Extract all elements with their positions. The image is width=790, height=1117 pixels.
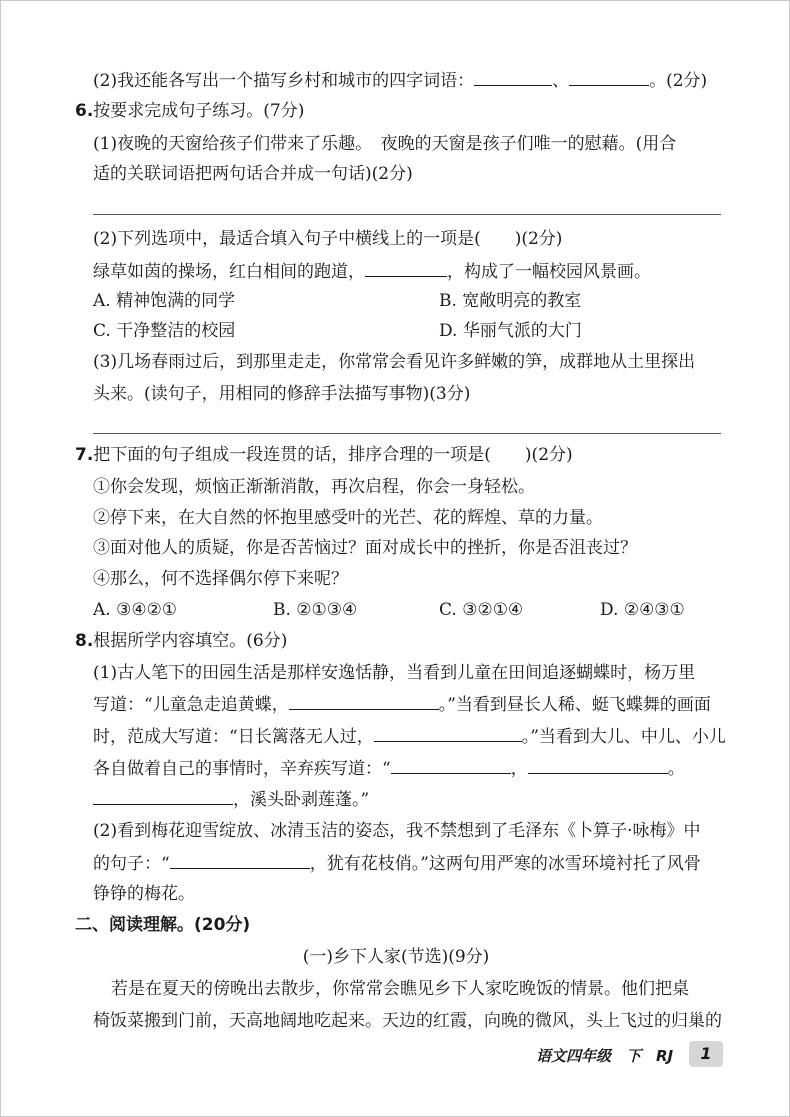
q8-line-4-period: 。 [667,759,685,779]
q8-line-7 [93,852,701,875]
q6-sub2-text-a: 绿草如茵的操场，红白相间的跑道， [93,262,365,282]
q6-title: 按要求完成句子练习。(7分) [93,101,305,121]
q7-number: 7. [75,445,94,465]
q7-title: 把下面的句子组成一段连贯的话，排序合理的一项是( )(2分) [93,445,573,465]
passage-paragraph-line-2: 椅饭菜搬到门前，天高地阔地吃起来。天边的红霞，向晚的微风，头上飞过的归巢的 [93,1011,722,1031]
q5-sub2 [93,69,707,92]
q8-line-2 [93,693,711,716]
q8-number: 8. [75,631,94,651]
q7-option-c[interactable]: C. ③②①④ [439,600,524,620]
q8-line-5 [93,788,369,811]
q6-sub2-blank[interactable] [365,260,447,277]
q8-blank-xin-3[interactable] [93,788,233,805]
q7-option-d[interactable]: D. ②④③① [600,600,685,620]
q5-sub2-text: (2)我还能各写出一个描写乡村和城市的四字词语： [93,71,475,91]
q8-line-1: (1)古人笔下的田园生活是那样安逸恬静，当看到儿童在田间追逐蝴蝶时，杨万里 [93,663,696,683]
passage-title: (一)乡下人家(节选)(9分) [302,947,490,967]
q8-blank-mao[interactable] [170,852,310,869]
q5-points: 。(2分) [649,71,708,91]
q8-line-4-comma: ， [510,759,528,779]
q8-blank-xin-2[interactable] [528,757,668,774]
q7-heading [75,444,573,466]
q6-option-c[interactable]: C. 干净整洁的校园 [93,321,236,341]
q8-title: 根据所学内容填空。(6分) [93,631,288,651]
q7-option-a[interactable]: A. ③④②① [93,600,178,620]
q8-line-4-text-a: 各自做着自己的事情时，辛弃疾写道：“ [93,759,391,779]
passage-paragraph-line-1: 若是在夏天的傍晚出去散步，你常常会瞧见乡下人家吃晚饭的情景。他们把桌 [111,979,689,999]
q6-sub1-line1: (1)夜晚的天窗给孩子们带来了乐趣。 夜晚的天窗是孩子们唯一的慰藉。(用合 [93,134,677,154]
q6-sub1-answer-line[interactable] [93,214,721,215]
q8-line-2-text-b: 。”当看到昼长人稀、蜓飞蝶舞的画面 [438,695,711,715]
q8-line-8: 铮铮的梅花。 [93,884,195,904]
q6-sub1-line2: 适的关联词语把两句话合并成一句话)(2分) [93,164,413,184]
q8-line-3-text-b: 。”当看到大儿、中儿、小儿 [521,727,726,747]
q6-sub3-answer-line[interactable] [93,433,721,434]
q6-sub2-line2 [93,260,651,283]
q6-sub3-line1: (3)几场春雨过后，到那里走走，你常常会看见许多鲜嫩的笋，成群地从土里探出 [93,352,696,372]
q6-sub2-text-b: ，构成了一幅校园风景画。 [447,262,651,282]
q5-blank-rural[interactable] [474,69,552,86]
q8-heading [75,630,287,652]
q8-line-3-text-a: 时，范成大写道：“日长篱落无人过， [93,727,374,747]
q7-sentence-2: ②停下来，在大自然的怀抱里感受叶的光芒、花的辉煌、草的力量。 [93,508,603,528]
q6-option-a[interactable]: A. 精神饱满的同学 [93,291,236,311]
q7-sentence-3: ③面对他人的质疑，你是否苦恼过？面对成长中的挫折，你是否沮丧过？ [93,538,637,558]
q8-line-5-text: ，溪头卧剥莲蓬。” [233,790,370,810]
q6-option-d[interactable]: D. 华丽气派的大门 [439,321,582,341]
q8-line-7-text-b: ，犹有花枝俏。”这两句用严寒的冰雪环境衬托了风骨 [309,854,701,874]
q7-sentence-4: ④那么，何不选择偶尔停下来呢？ [93,569,348,589]
q7-option-b[interactable]: B. ②①③④ [273,600,358,620]
q5-separator: 、 [552,71,570,91]
q8-line-2-text-a: 写道：“儿童急走追黄蝶， [93,695,289,715]
footer-subject: 语文四年级 下 RJ [536,1047,674,1065]
q6-option-b[interactable]: B. 宽敞明亮的教室 [439,291,582,311]
q8-line-3 [93,725,726,748]
q8-blank-fan[interactable] [374,725,522,742]
section2-title: 二、阅读理解。(20分) [75,915,251,935]
q6-number: 6. [75,101,94,121]
q8-blank-yang[interactable] [289,693,439,710]
q8-line-7-text-a: 的句子：“ [93,854,170,874]
page-number-badge: 1 [689,1041,723,1067]
q8-line-4 [93,757,685,780]
q8-blank-xin-1[interactable] [391,757,511,774]
q5-blank-urban[interactable] [569,69,649,86]
q8-line-6: (2)看到梅花迎雪绽放、冰清玉洁的姿态，我不禁想到了毛泽东《卜算子·咏梅》中 [93,821,701,841]
q6-sub3-line2: 头来。(读句子，用相同的修辞手法描写事物)(3分) [93,384,471,404]
q6-sub2-line1: (2)下列选项中，最适合填入句子中横线上的一项是( )(2分) [93,229,563,249]
q7-sentence-1: ①你会发现，烦恼正渐渐消散，再次启程，你会一身轻松。 [93,477,535,497]
q6-heading [75,100,304,122]
